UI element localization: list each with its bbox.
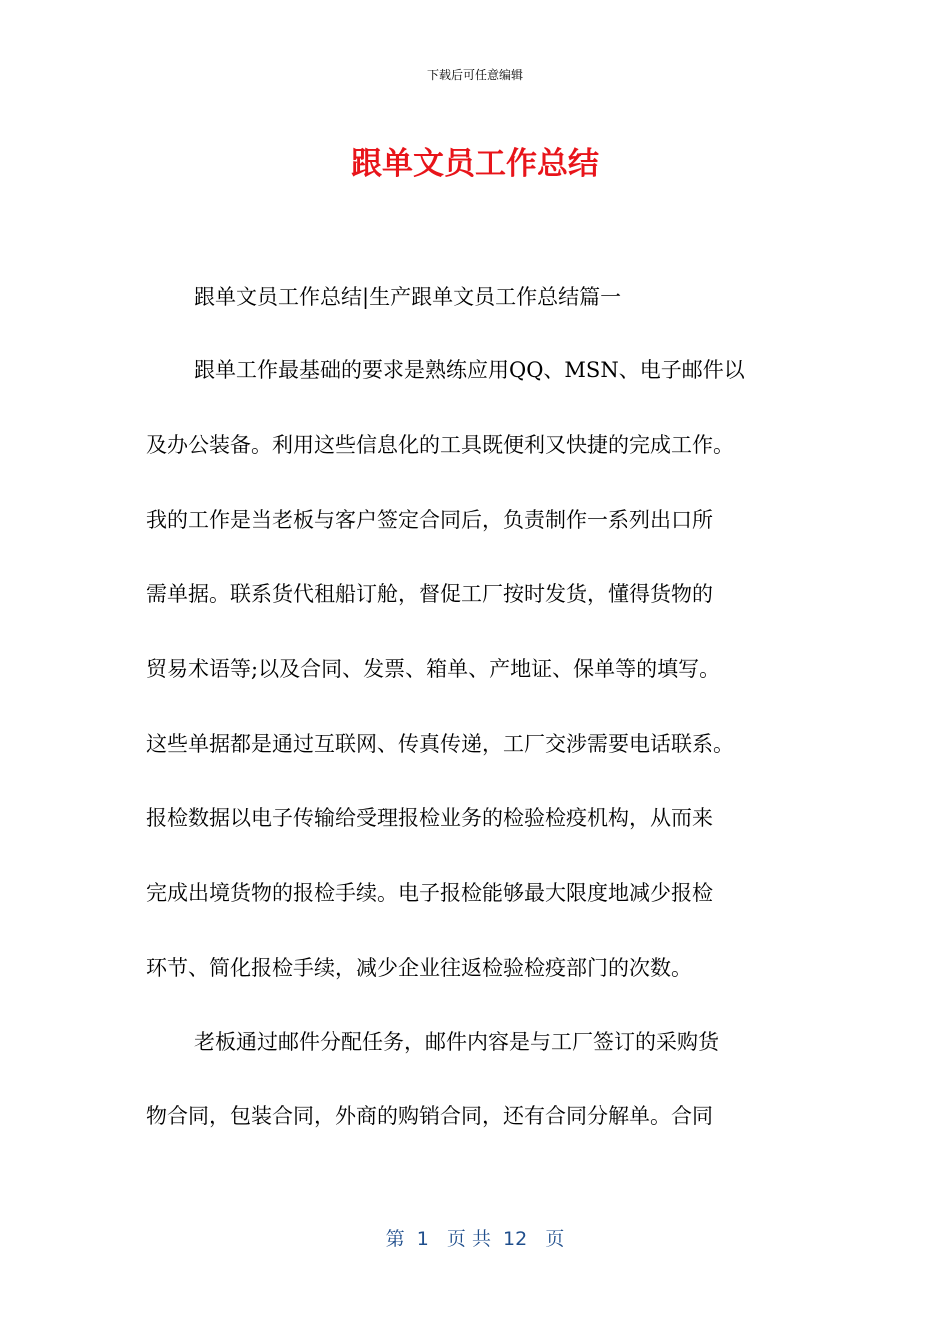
paragraph-line: 老板通过邮件分配任务，邮件内容是与工厂签订的采购货 (194, 1030, 719, 1054)
paragraph-line: 完成出境货物的报检手续。电子报检能够最大限度地减少报检 (146, 881, 713, 905)
subtitle-line: 跟单文员工作总结|生产跟单文员工作总结篇一 (194, 285, 622, 309)
paragraph-line: 环节、简化报检手续，减少企业往返检验检疫部门的次数。 (146, 956, 692, 980)
paragraph-line: 及办公装备。利用这些信息化的工具既便利又快捷的完成工作。 (146, 433, 734, 457)
header-note: 下载后可任意编辑 (426, 68, 523, 82)
paragraph-line: 贸易术语等;以及合同、发票、箱单、产地证、保单等的填写。 (146, 657, 721, 681)
paragraph-line: 报检数据以电子传输给受理报检业务的检验检疫机构，从而来 (146, 806, 713, 830)
paragraph-line: 跟单工作最基础的要求是熟练应用QQ、MSN、电子邮件以 (194, 358, 745, 382)
paragraph-line: 这些单据都是通过互联网、传真传递，工厂交涉需要电话联系。 (146, 732, 734, 756)
document-title: 跟单文员工作总结 (351, 146, 599, 182)
paragraph-line: 物合同，包装合同，外商的购销合同，还有合同分解单。合同 (146, 1104, 713, 1128)
paragraph-line: 需单据。联系货代租船订舱，督促工厂按时发货，懂得货物的 (146, 582, 713, 606)
paragraph-line: 我的工作是当老板与客户签定合同后，负责制作一系列出口所 (146, 508, 713, 532)
page-footer: 第 1 页 共 12 页 (385, 1228, 565, 1250)
